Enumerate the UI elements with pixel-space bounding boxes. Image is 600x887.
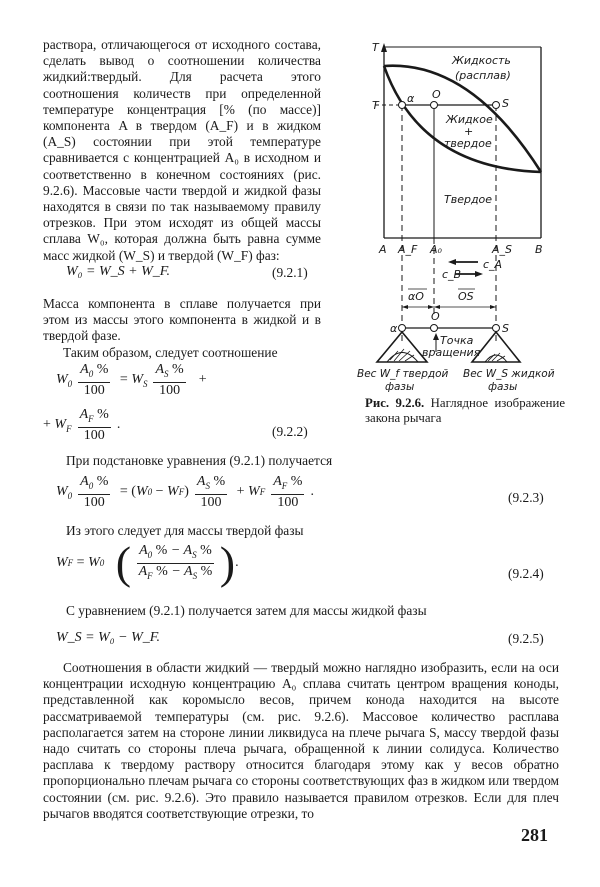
fraction: $\frac{A_0 \%}{100}$	[80, 362, 109, 398]
figure-label: твердое	[444, 137, 492, 150]
text-substitution: При подстановке уравнения (9.2.1) получается	[66, 453, 333, 468]
equation-number: (9.2.4)	[508, 566, 544, 581]
equation-9-2-3: $W_0$ $\frac{A_0 \%}{100}$ = ( W 0 − W F ) $\frac{A_S \%}{100}$ + W F $\frac{A_F \%}{100}$ .	[56, 474, 314, 510]
figure-label: O	[432, 88, 441, 101]
equation-9-2-5: W_S = W₀ − W_F.	[56, 630, 160, 645]
caption-text: Наглядное изображение закона рычага	[365, 396, 566, 425]
figure-label: фазы	[385, 381, 415, 393]
paragraph: Таким образом, следует соотношение	[63, 344, 278, 360]
figure-label: Вес W_f твердой	[357, 368, 449, 380]
figure-label: αO	[408, 290, 424, 303]
paragraph: Масса компонента в сплаве получается при этом из массы этого компонента в жидкой и в твердой фазе.	[43, 296, 321, 344]
figure-label: α	[407, 92, 415, 105]
equation-number: (9.2.2)	[272, 424, 308, 439]
figure-caption	[365, 396, 565, 426]
symbol-WF: $W_F$	[54, 417, 72, 434]
left-column-text-2	[43, 296, 321, 361]
figure-label: A	[379, 243, 387, 256]
figure-label: OS	[458, 290, 474, 303]
equation-9-2-1	[66, 264, 170, 280]
equation-number: (9.2.5)	[508, 631, 544, 646]
figure-label: c_B	[442, 268, 462, 281]
symbol-W0: $W_0$	[56, 372, 73, 389]
figure-label: Жидкое	[446, 113, 493, 126]
figure-label: T	[372, 41, 379, 54]
final-paragraph	[43, 660, 559, 822]
figure-label: S	[502, 97, 509, 110]
lever-rule-figure	[340, 35, 565, 395]
figure-label: Точка	[440, 334, 474, 347]
figure-label: +	[464, 125, 474, 138]
equation-text: W₀ = W_S + W_F.	[66, 264, 170, 279]
equation-number: (9.2.1)	[272, 265, 308, 280]
fraction: $\frac{A_F \%}{100}$	[79, 407, 109, 443]
text-solid-mass: Из этого следует для массы твердой фазы	[66, 523, 304, 538]
figure-label: Твердое	[444, 193, 493, 206]
figure-label: фазы	[488, 381, 518, 393]
symbol-WS: $W_S$	[131, 372, 148, 389]
figure-label: A₀	[430, 243, 442, 256]
figure-label: A_S	[492, 243, 513, 256]
paragraph: раствора, отличающегося от исходного состава, сделать вывод о соотношении количества жидкий:твердый. Для расчета этого соотношения количеств при определенной температуре концентрация [% (по массе)] компонента A в твердом (A_F) и в жидком (A_S) состоянии при этой температуре сравнивается с концентрацией A₀ в исходном и соответственно в конечном состояниях (рис. 9.2.6). Массовые части твердой и жидкой фазы находятся в связи по так называемому правилу отрезков. При этом исходят из общей массы сплава W₀, которая должна быть равна сумме масс жидкой (W_S) и твердой (W_F) фаз:	[43, 37, 321, 263]
figure-label: Жидкость	[452, 54, 511, 67]
text-liquid-mass: С уравнением (9.2.1) получается затем для массы жидкой фазы	[66, 603, 427, 618]
caption-label: Рис. 9.2.6.	[365, 396, 425, 410]
figure-label: вращения	[422, 346, 481, 359]
equation-9-2-2-line2: + $W_F$ $\frac{A_F \%}{100}$ .	[43, 407, 121, 443]
figure-label: α	[390, 322, 398, 335]
figure-label: A_F	[398, 243, 418, 256]
figure-label: (расплав)	[455, 69, 511, 82]
page-number: 281	[521, 825, 548, 845]
figure-label: c_A	[483, 258, 503, 271]
figure-label: T	[372, 99, 379, 112]
left-column-text	[43, 37, 321, 264]
equation-9-2-2-line1: $W_0$ $\frac{A_0 \%}{100}$ = $W_S$ $\frac{A_S \%}{100}$ +	[56, 362, 207, 398]
equation-number: (9.2.3)	[508, 490, 544, 505]
figure-label: B	[535, 243, 543, 256]
equation-9-2-4: W F = W 0 ( $\frac{A_0 \% - A_S \%}{A_F \% - A_S \%}$ ) .	[56, 537, 239, 589]
paragraph: Соотношения в области жидкий — твердый можно наглядно изобразить, если на оси концентрации исходную концентрацию A₀ сплава считать центром вращения коноды, представленной как коромысло весов, причем конода находится на высоте рассматриваемой температуры (см. рис. 9.2.6). Массовое количество расплава располагается затем на стороне линии ликвидуса на плече рычага S, массу твердой фазы надо считать со стороны плеча рычага, обращенной к линии солидуса. Количество расплава к твердому раствору относится благодаря этому как у весов обратно пропорционально плечам рычага со стороны соответствующих фаз в жидком или твердом состоянии (см. рис. 9.2.6). Это правило называется правилом отрезков. Если для плеч рычагов вводятся соответствующие отрезки, то	[43, 660, 559, 821]
figure-label: S	[502, 322, 509, 335]
fraction: $\frac{A_S \%}{100}$	[155, 362, 184, 398]
figure-label: Вес W_S жидкой	[463, 368, 555, 380]
figure-label: O	[431, 310, 440, 323]
